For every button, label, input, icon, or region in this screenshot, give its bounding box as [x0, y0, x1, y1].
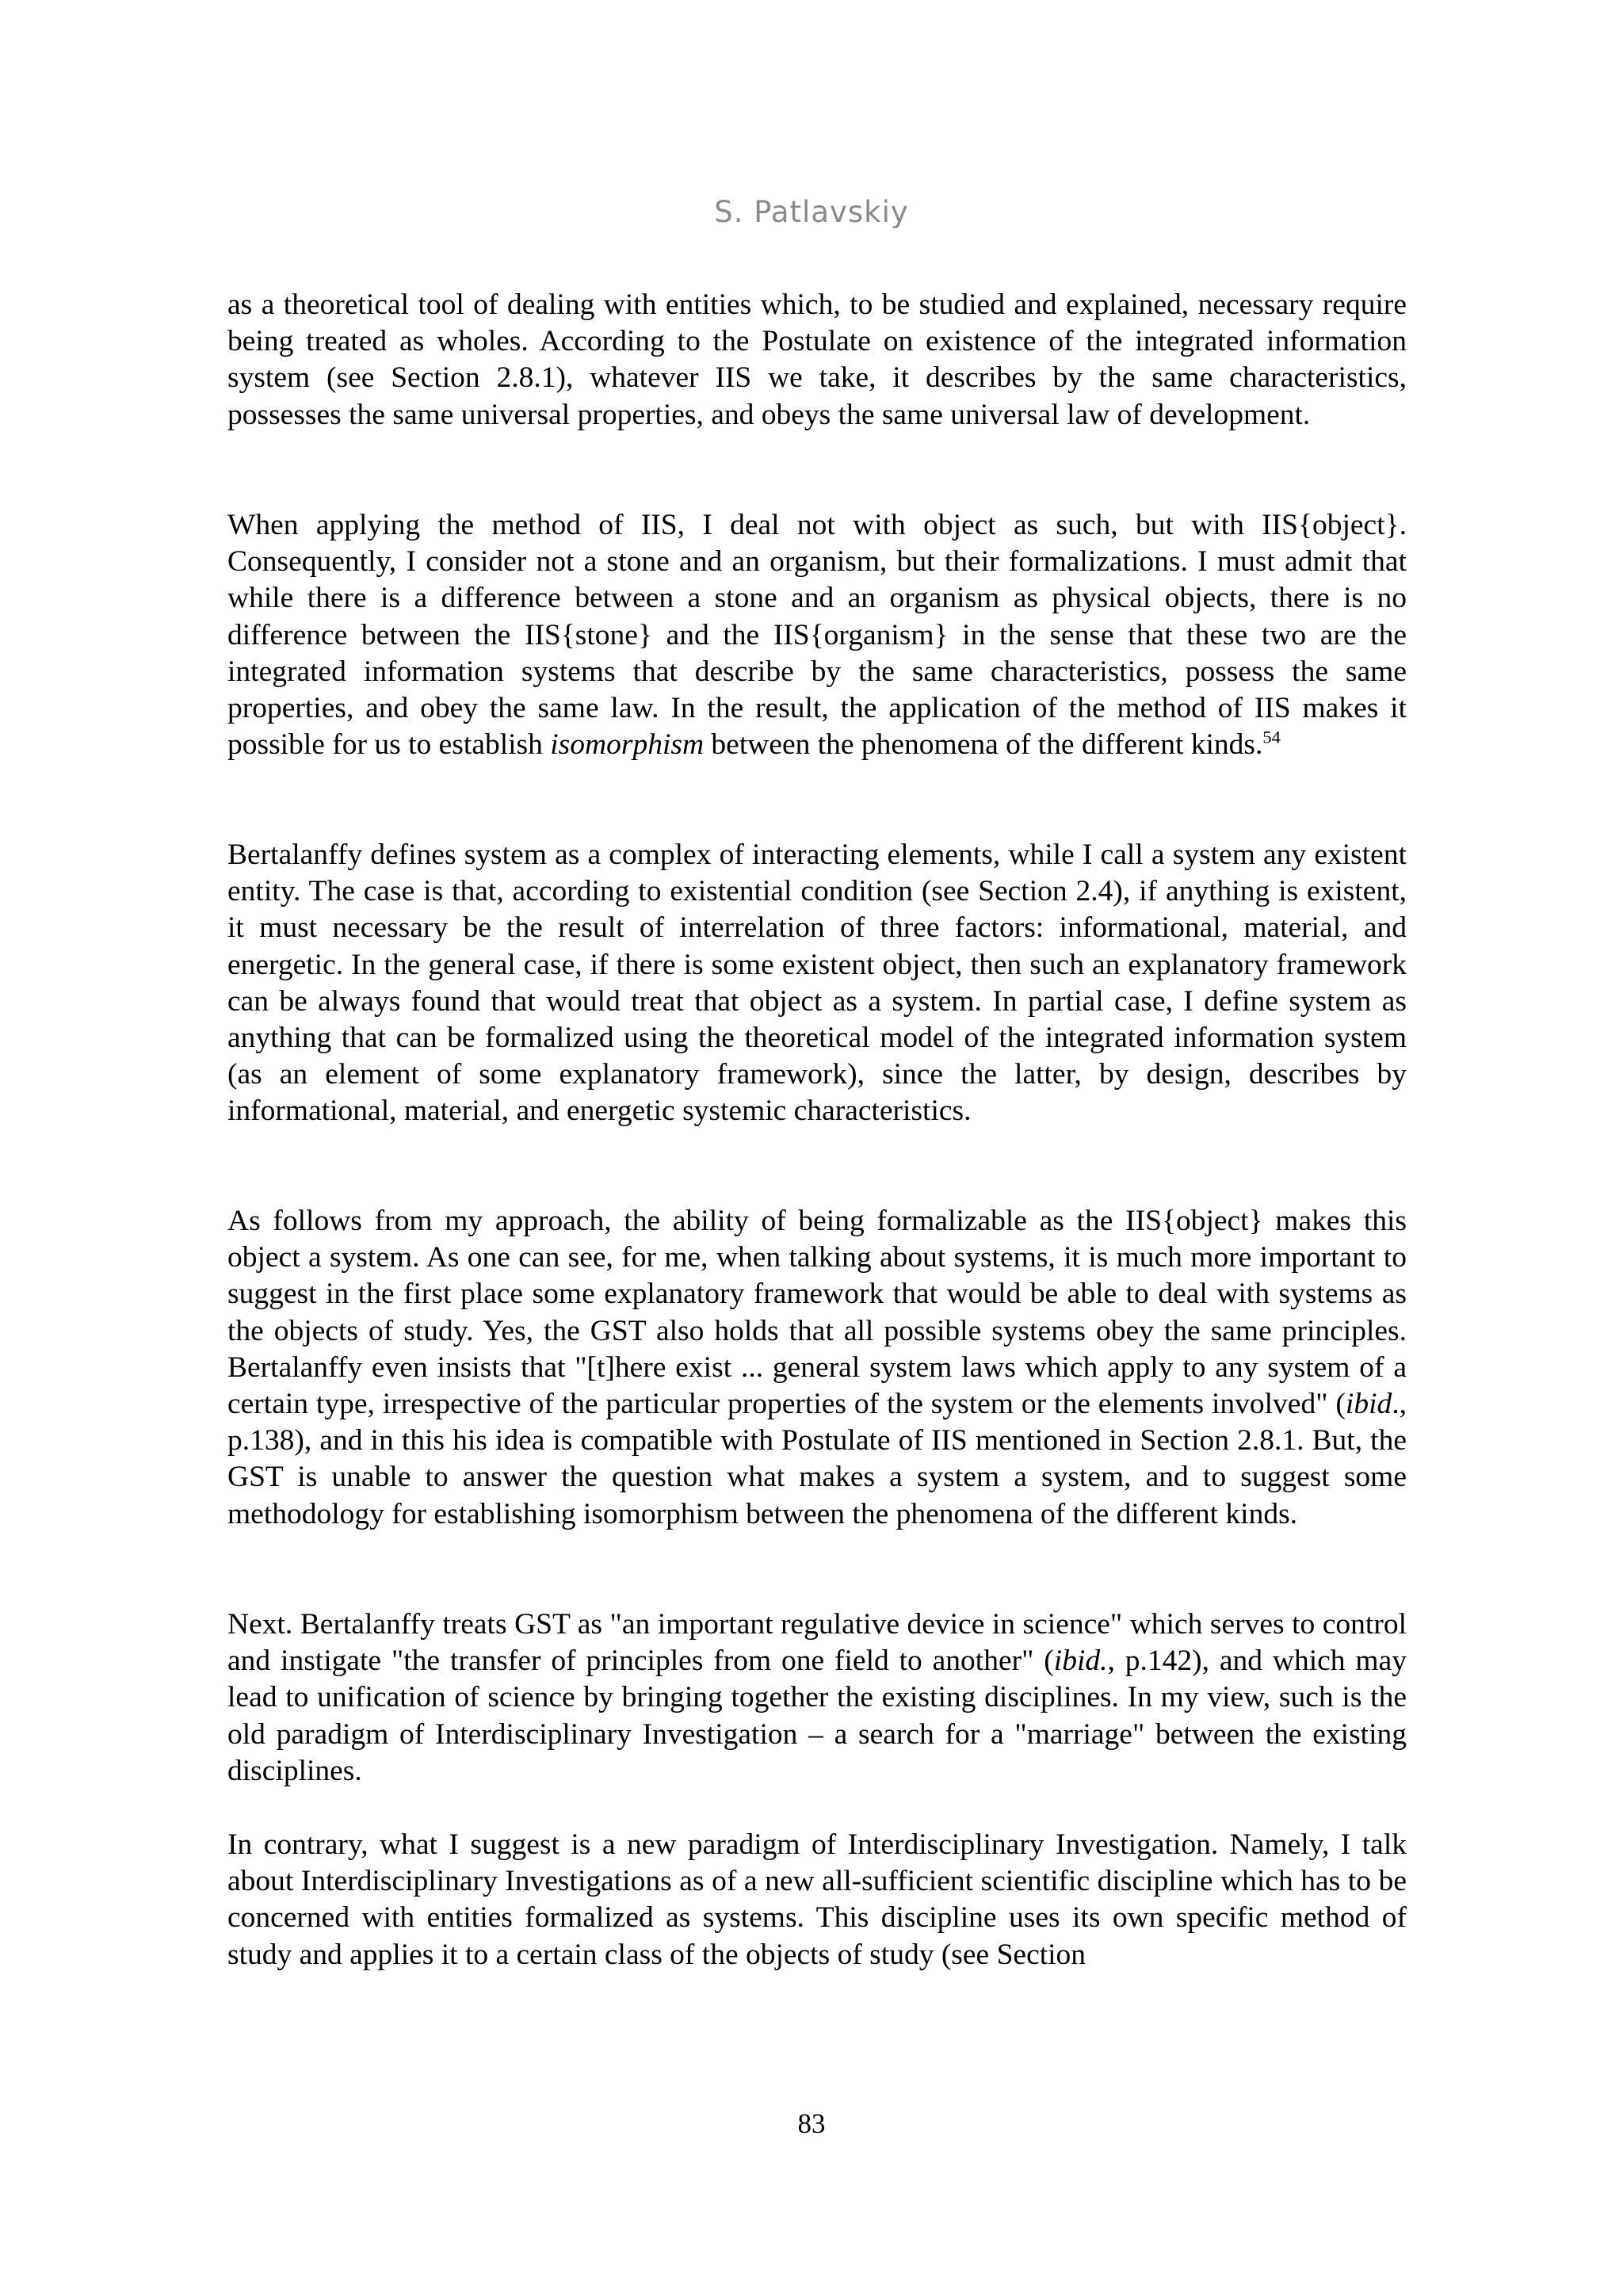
paragraph-5-text-b: , p.142), and which may lead to unification of science by bringing together the existing disciplines. In my view, such is the old paradigm of Interdisciplinary Investigation – a search for a "marriage" between the existing disciplines. — [227, 1645, 1407, 1787]
paragraph-4-text-b: ., p.138), and in this his idea is compatible with Postulate of IIS mentioned in Section 2.8.1. But, the GST is unable to answer the question what makes a system a system, and to suggest some methodology for establishing isomorphism between the phenomena of the different kinds. — [227, 1388, 1407, 1530]
running-head: S. Patlavskiy — [714, 195, 909, 229]
footnote-ref-54[interactable]: 54 — [1262, 727, 1281, 747]
paragraph-2-text-b: between the phenomena of the different kinds. — [704, 728, 1263, 762]
paragraph-2 — [227, 507, 1407, 763]
paragraph-6: In contrary, what I suggest is a new paradigm of Interdisciplinary Investigation. Namely, I talk about Interdisciplinary Investigations as of a new all-sufficient scientific discipline which has to be concerned with entities formalized as systems. This discipline uses its own specific method of study and applies it to a certain class of the objects of study (see Section — [227, 1828, 1407, 1971]
paragraph-5 — [227, 1606, 1407, 1790]
paragraph-1: as a theoretical tool of dealing with entities which, to be studied and explained, necessary require being treated as wholes. According to the Postulate on existence of the integrated information system (see Section 2.8.1), whatever IIS we take, it describes by the same characteristics, possesses the same universal properties, and obeys the same universal law of development. — [227, 288, 1407, 431]
paragraph-5-text-a: Next. Bertalanffy treats GST as "an important regulative device in science" which serves to control and instigate "the transfer of principles from one field to another" ( — [227, 1608, 1407, 1678]
page-number: 83 — [797, 2108, 826, 2139]
paragraph-2-text-a: When applying the method of IIS, I deal not with object as such, but with IIS{object}. Consequently, I consider not a stone and an organism, but their formalizations. I must admit that while there is a difference between a stone and an organism as physical objects, there is no difference between the IIS{stone} and the IIS{organism} in the sense that these two are the integrated information systems that describe by the same characteristics, possess the same properties, and obey the same law. In the result, the application of the method of IIS makes it possible for us to establish — [227, 509, 1407, 762]
ibid-citation: ibid — [1345, 1388, 1392, 1421]
paragraph-4 — [227, 1203, 1407, 1533]
emphasis-isomorphism: isomorphism — [550, 728, 705, 762]
paragraph-3: Bertalanffy defines system as a complex of interacting elements, while I call a system any existent entity. The case is that, according to existential condition (see Section 2.4), if anything is existent, it must necessary be the result of interrelation of three factors: informational, material, and energetic. In the general case, if there is some existent object, then such an explanatory framework can be always found that would treat that object as a system. In partial case, I define system as anything that can be formalized using the theoretical model of the integrated information system (as an element of some explanatory framework), since the latter, by design, describes by informational, material, and energetic systemic characteristics. — [227, 839, 1407, 1128]
paragraph-4-text-a: As follows from my approach, the ability of being formalizable as the IIS{object} makes this object a system. As one can see, for me, when talking about systems, it is much more important to suggest in the first place some explanatory framework that would be able to deal with systems as the objects of study. Yes, the GST also holds that all possible systems obey the same principles. Bertalanffy even insists that "[t]here exist ... general system laws which apply to any system of a certain type, irrespective of the particular properties of the system or the elements involved" ( — [227, 1205, 1407, 1421]
ibid-citation: ibid. — [1053, 1645, 1108, 1678]
